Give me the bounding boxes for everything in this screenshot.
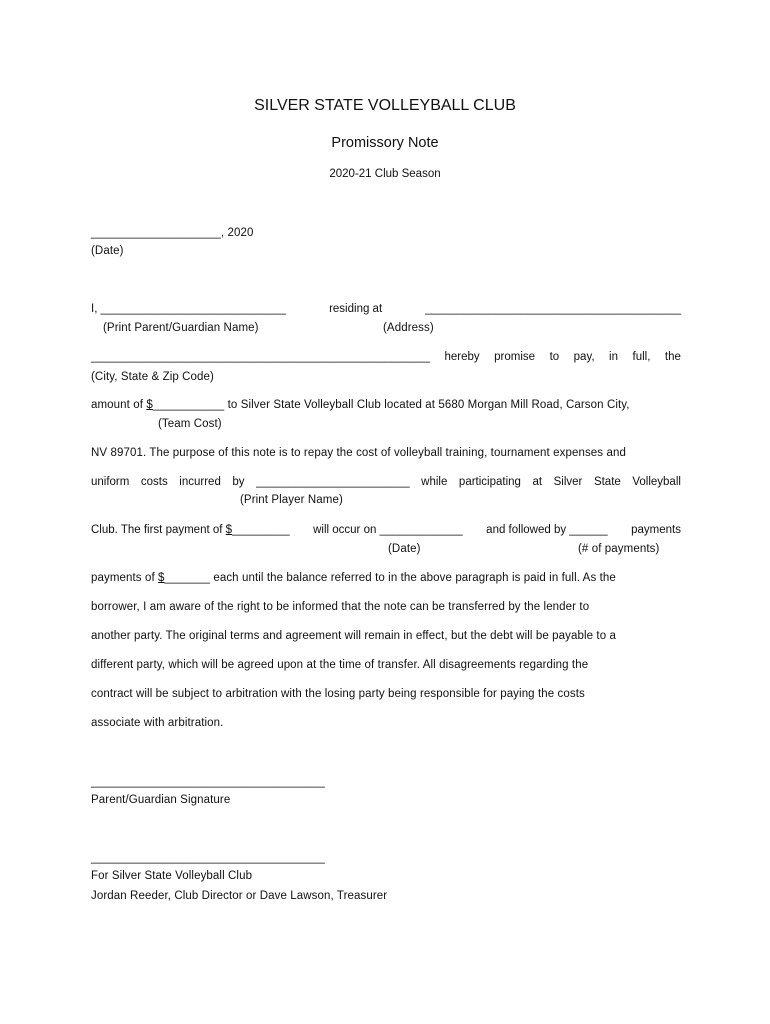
occur-on-text: will occur on _____________ bbox=[309, 524, 463, 536]
followed-by-text: and followed by ______ bbox=[482, 524, 608, 536]
club-signature-line: ____________________________________ bbox=[91, 852, 325, 864]
document-subtitle: Promissory Note bbox=[331, 135, 439, 151]
text-word: by bbox=[232, 476, 245, 488]
season-label: 2020-21 Club Season bbox=[329, 168, 441, 180]
text-word: hereby bbox=[444, 351, 480, 363]
text-word: full, bbox=[632, 351, 651, 363]
club-signature-caption: For Silver State Volleyball Club bbox=[91, 870, 253, 882]
address-caption: (Address) bbox=[383, 322, 434, 334]
payments-line: payments of $_______ each until the balance referred to in the above paragraph is paid in full. As the bbox=[91, 572, 616, 584]
text-word: the bbox=[664, 351, 681, 363]
parent-signature-line: ____________________________________ bbox=[91, 776, 325, 788]
parent-name-blank: _____________________________ bbox=[100, 303, 287, 315]
city-blank: _____________________________________________________ bbox=[91, 351, 430, 363]
body-line-2: borrower, I am aware of the right to be informed that the note can be transferred by the lender to bbox=[91, 601, 590, 613]
player-name-caption: (Print Player Name) bbox=[240, 494, 343, 506]
text-word: at bbox=[532, 476, 543, 488]
body-line-6: associate with arbitration. bbox=[91, 717, 224, 729]
text-word: Volleyball bbox=[632, 476, 681, 488]
parent-signature-caption: Parent/Guardian Signature bbox=[91, 794, 231, 806]
team-cost-caption: (Team Cost) bbox=[158, 418, 222, 430]
payment-date-caption: (Date) bbox=[388, 543, 421, 555]
body-line-3: another party. The original terms and agreement will remain in effect, but the debt will be payable to a bbox=[91, 630, 616, 642]
dollar-sign: $ bbox=[225, 524, 233, 536]
text-word: Silver bbox=[553, 476, 583, 488]
text-word: incurred bbox=[179, 476, 221, 488]
residing-label: residing at bbox=[325, 303, 386, 315]
first-payment-text: Club. The first payment of $_________ bbox=[91, 524, 290, 536]
city-line bbox=[91, 350, 681, 364]
body-line-5: contract will be subject to arbitration with the losing party being responsible for paying the costs bbox=[91, 688, 585, 700]
payment-count-blank: ______ bbox=[569, 524, 608, 536]
text-word: participating bbox=[458, 476, 521, 488]
amount-line: amount of $___________ to Silver State Volleyball Club located at 5680 Morgan Mill Road, Carson City, bbox=[91, 399, 630, 411]
text-word: in bbox=[609, 351, 618, 363]
date-caption: (Date) bbox=[91, 245, 124, 257]
text-word: pay, bbox=[573, 351, 595, 363]
body-line-4: different party, which will be agreed upon at the time of transfer. All disagreements regarding the bbox=[91, 659, 589, 671]
player-line bbox=[91, 475, 681, 489]
dollar-sign: $ bbox=[146, 399, 153, 411]
payment-amount-blank: _______ bbox=[164, 572, 211, 584]
text-word: uniform bbox=[91, 476, 130, 488]
city-caption: (City, State & Zip Code) bbox=[91, 371, 214, 383]
text-word: to bbox=[549, 351, 560, 363]
first-payment-blank: _________ bbox=[232, 524, 290, 536]
text-word: while bbox=[421, 476, 448, 488]
date-line: ____________________, 2020 bbox=[91, 227, 254, 239]
purpose-line: NV 89701. The purpose of this note is to repay the cost of volleyball training, tournament expenses and bbox=[91, 447, 626, 459]
payment-date-blank: _____________ bbox=[379, 524, 463, 536]
dollar-sign: $ bbox=[158, 572, 165, 584]
payments-word: payments bbox=[627, 524, 681, 536]
text-word: promise bbox=[494, 351, 536, 363]
parent-name-caption: (Print Parent/Guardian Name) bbox=[103, 322, 259, 334]
document-title: SILVER STATE VOLLEYBALL CLUB bbox=[254, 97, 516, 114]
parent-line-prefix: I, _____________________________ bbox=[91, 303, 287, 315]
player-name-blank: ________________________ bbox=[256, 476, 410, 488]
parent-name-line bbox=[91, 302, 681, 316]
club-officers-caption: Jordan Reeder, Club Director or Dave Lawson, Treasurer bbox=[91, 890, 388, 902]
text-word: State bbox=[593, 476, 621, 488]
team-cost-blank: ___________ bbox=[152, 399, 225, 411]
text-word: costs bbox=[140, 476, 168, 488]
address-blank: ________________________________________ bbox=[425, 303, 681, 315]
payment-line bbox=[91, 523, 681, 537]
payment-count-caption: (# of payments) bbox=[578, 543, 660, 555]
